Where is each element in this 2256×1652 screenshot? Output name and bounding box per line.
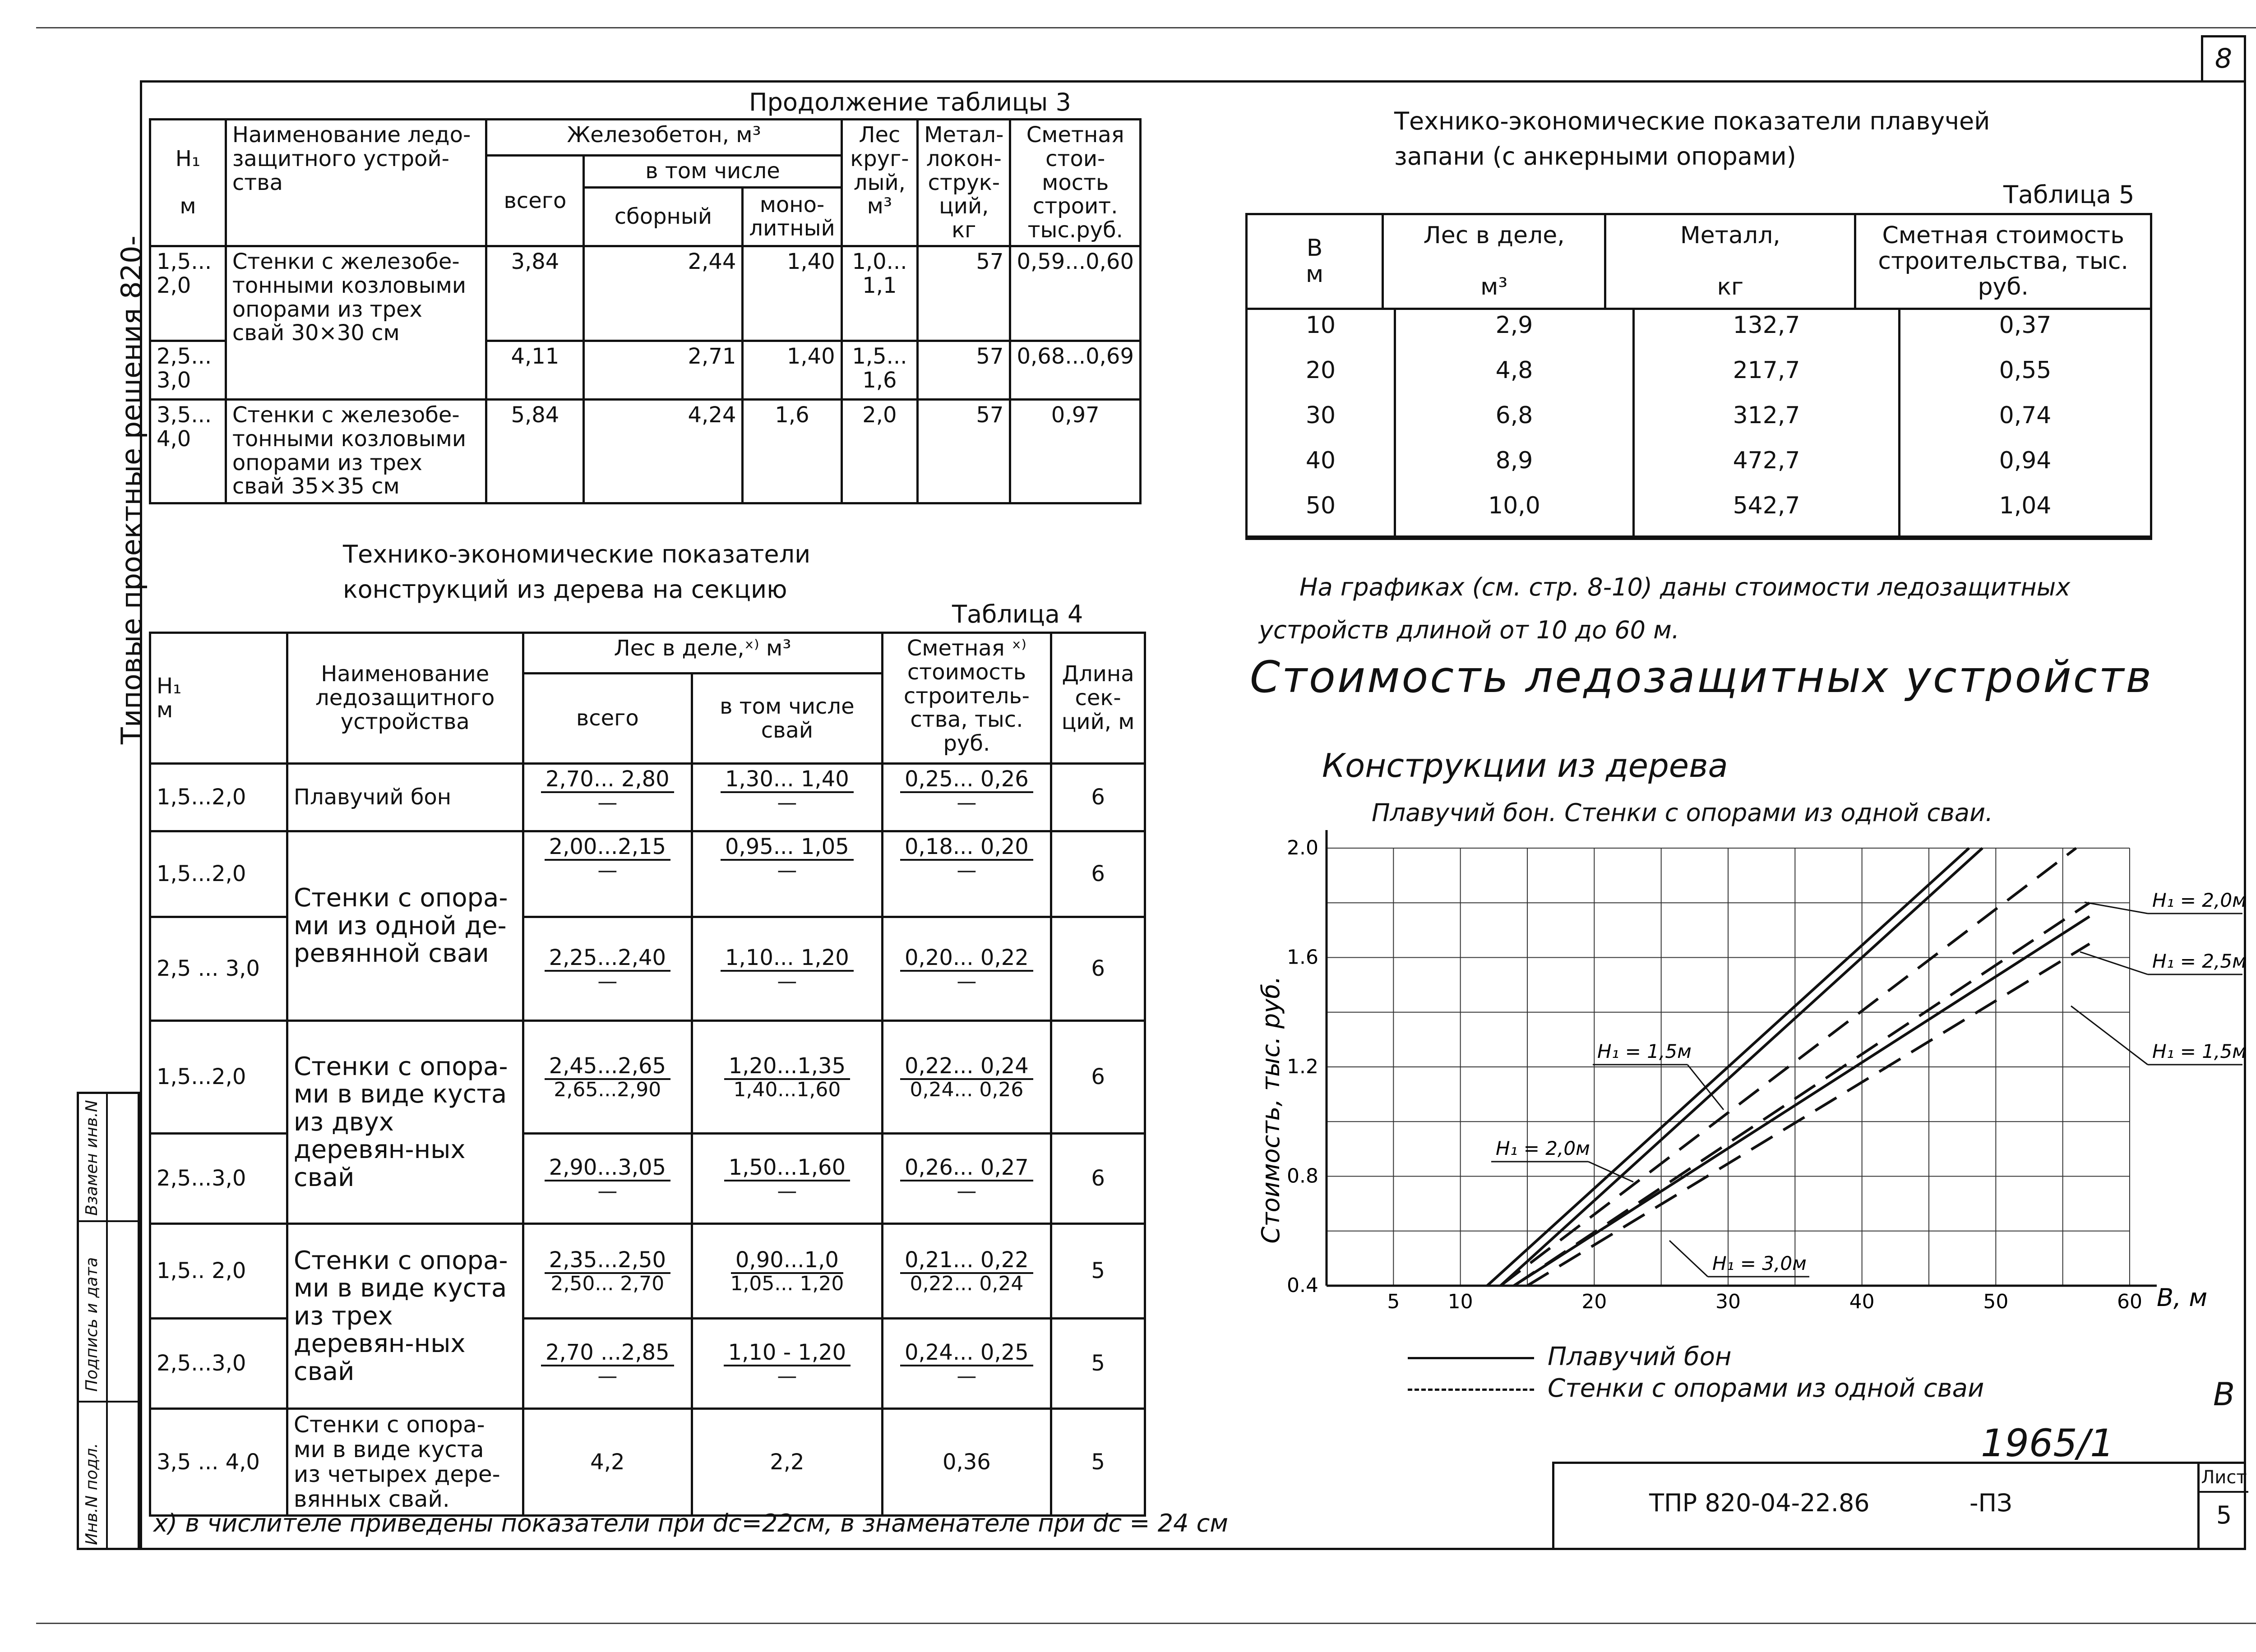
t3-r3-h: 3,5... 4,0 (150, 399, 226, 503)
table4-footnote: x) в числителе приведены показатели при dc=22см, в знаменателе при dc = 24 см (153, 1509, 1229, 1537)
x-tick-label: 40 (1849, 1290, 1875, 1313)
t4-r1-total2: — (597, 791, 618, 814)
t3-concrete-header: Железобетон, м³ (486, 120, 841, 156)
t4-r3-cost2: — (957, 969, 977, 993)
t4-row-1 (150, 764, 1145, 831)
t4-r2-len: 6 (1051, 831, 1145, 917)
t4-r4-h: 1,5...2,0 (150, 1021, 287, 1134)
chart-annotations (1491, 889, 2247, 1277)
legend-solid-label: Плавучий бон (1548, 1342, 1732, 1371)
annotation-label: H₁ = 3,0м (1712, 1252, 1807, 1274)
t5-timber-header: Лес в деле, (1423, 221, 1565, 249)
annotation-label: H₁ = 2,5м (2152, 950, 2247, 972)
x-tick-label: 50 (1983, 1290, 2009, 1313)
t3-r1-metal: 57 (918, 246, 1010, 341)
t3-r3-precast: 4,24 (584, 399, 743, 503)
y-tick-label: 1.6 (1287, 946, 1318, 969)
t3-r3-name: Стенки с железобе-тонными козловыми опорами из трех свай 35×35 см (226, 399, 486, 503)
annotation-leader (2080, 952, 2148, 974)
chart-title: Конструкции из дерева (1322, 747, 1728, 784)
t4-r7-total2: — (597, 1364, 618, 1388)
graph-note: На графиках (см. стр. 8-10) даны стоимости ледозащитных устройств длиной от 10 до 60 м. (1259, 573, 2071, 644)
t3-total-header: всего (486, 156, 584, 246)
t4-r2-piles2: — (777, 858, 797, 882)
side-label: Типовые проектные решения 820- (115, 235, 148, 744)
t5-r3-timber: 6,8 (1395, 400, 1634, 445)
t4-r1-len: 6 (1051, 764, 1145, 831)
t4-r8-cost: 0,36 (942, 1449, 991, 1475)
t5-r3-cost: 0,74 (1999, 402, 2052, 429)
legend-dashed-label: Стенки с опорами из одной сваи (1548, 1374, 1984, 1403)
chart-subtitle: Плавучий бон. Стенки с опорами из одной сваи. (1372, 798, 1993, 827)
t3-r3-mono: 1,6 (743, 399, 841, 503)
t3-incl-header: в том числе (584, 156, 841, 188)
annotation-leader (2071, 1006, 2148, 1065)
t3-r1-h: 1,5... 2,0 (150, 246, 226, 341)
chart-grid (1327, 830, 2157, 1286)
t4-r8-total: 4,2 (590, 1449, 625, 1475)
t4-r6-piles: 0,90...1,0 (731, 1248, 843, 1274)
t5-r4-cost: 0,94 (1999, 447, 2052, 474)
t3-row-3 (150, 399, 1141, 503)
t3-r3-total: 5,84 (486, 399, 584, 503)
sheet-number: 5 (2216, 1501, 2232, 1529)
t5-r4-metal: 472,7 (1634, 445, 1900, 490)
t4-r1-name: Плавучий бон (287, 764, 523, 831)
y-tick-label: 0.8 (1287, 1164, 1318, 1188)
t3-r2-precast: 2,71 (584, 341, 743, 399)
t4-r2-name: Стенки с опора-ми из одной де-ревянной сваи (287, 831, 523, 1021)
t4-r1-cost2: — (957, 791, 977, 814)
t4-r5-piles2: — (777, 1179, 797, 1203)
t4-r7-piles2: — (777, 1364, 797, 1388)
t4-r2-total: 2,00...2,15 (545, 835, 671, 861)
t4-r5-cost: 0,26... 0,27 (900, 1156, 1033, 1181)
t5-r3-metal: 312,7 (1634, 400, 1900, 445)
t4-r8-piles: 2,2 (770, 1449, 804, 1475)
table3-caption: Продолжение таблицы 3 (749, 88, 1071, 116)
t4-r7-cost2: — (957, 1364, 977, 1388)
t4-r6-total: 2,35...2,50 (545, 1248, 671, 1274)
t3-name-header: Наименование ледо-защитного устрой-ства (226, 120, 486, 246)
t4-r6-len: 5 (1051, 1224, 1145, 1319)
table5 (1245, 213, 2152, 540)
sheet-corner-mark: 8 (2214, 43, 2233, 74)
t3-r2-h: 2,5... 3,0 (150, 341, 226, 399)
t4-r4-piles2: 1,40...1,60 (733, 1078, 841, 1101)
t3-metal-header: Метал-локон-струк-ций, кг (918, 120, 1010, 246)
t4-r4-total: 2,45...2,65 (545, 1054, 671, 1080)
t4-timber-header: Лес в деле,ˣ⁾ м³ (523, 633, 882, 674)
corner-box (2201, 35, 2246, 80)
t4-cost-header: Сметная ˣ⁾ стоимость строитель-ства, тыс. руб. (882, 633, 1051, 764)
t3-r2-timber: 1,5... 1,6 (841, 341, 917, 399)
t4-r3-cost: 0,20... 0,22 (900, 946, 1033, 972)
t5-r2-b: 20 (1248, 355, 1395, 400)
t3-r2-total: 4,11 (486, 341, 584, 399)
t4-r7-total: 2,70 ...2,85 (541, 1341, 674, 1366)
t3-h-unit: м (180, 194, 196, 219)
t5-row-5 (1248, 490, 2150, 535)
t5-r2-timber: 4,8 (1395, 355, 1634, 400)
t4-h-header: H₁ (157, 673, 182, 699)
t3-mono-header: моно-литный (743, 187, 841, 246)
t4-r3-len: 6 (1051, 917, 1145, 1021)
chart-legend (1408, 1342, 1984, 1405)
chart-xlabel: B, м (2157, 1283, 2208, 1312)
t4-r2-piles: 0,95... 1,05 (721, 835, 854, 861)
t4-piles-header: в том числе свай (692, 674, 882, 764)
t4-row-2 (150, 831, 1145, 917)
t5-metal-header: Металл, (1680, 221, 1780, 249)
t4-r6-total2: 2,50... 2,70 (550, 1272, 665, 1295)
stamp-replace: Взамен инв.N (83, 1100, 101, 1216)
table4-heading: Технико-экономические показатели конструкций из дерева на секцию (343, 540, 811, 604)
t4-r7-len: 5 (1051, 1319, 1145, 1409)
t4-r1-piles: 1,30... 1,40 (721, 767, 854, 793)
section-title: Стоимость ледозащитных устройств (1250, 652, 2153, 702)
t3-r1-total: 3,84 (486, 246, 584, 341)
t4-r2-cost: 0,18... 0,20 (900, 835, 1033, 861)
t4-r8-name: Стенки с опора-ми в виде куста из четырех дере-вянных свай. (287, 1409, 523, 1516)
t4-r7-h: 2,5...3,0 (150, 1319, 287, 1409)
title-code: ТПР 820-04-22.86 (1649, 1489, 1870, 1517)
title-block (1552, 1462, 2246, 1550)
t3-row-1 (150, 246, 1141, 341)
t5-row-1 (1248, 310, 2150, 355)
t4-r8-len: 5 (1051, 1409, 1145, 1516)
t4-r2-h: 1,5...2,0 (150, 831, 287, 917)
t4-r7-piles: 1,10 - 1,20 (724, 1341, 851, 1366)
chart-ticks (1287, 836, 2142, 1313)
t5-row-2 (1248, 355, 2150, 400)
t4-r3-piles: 1,10... 1,20 (721, 946, 854, 972)
t4-r5-h: 2,5...3,0 (150, 1134, 287, 1224)
t5-r5-b: 50 (1248, 490, 1395, 535)
t4-r5-total: 2,90...3,05 (545, 1156, 671, 1181)
x-tick-label: 60 (2117, 1290, 2142, 1313)
t4-r5-cost2: — (957, 1179, 977, 1203)
stamp-sign-date: Подпись и дата (83, 1257, 101, 1392)
legend-item-dashed (1408, 1374, 1984, 1405)
t5-cost-header: Сметная стоимость строительства, тыс. руб. (1855, 214, 2151, 309)
t5-b-unit: м (1305, 260, 1324, 288)
t5-r1-cost: 0,37 (1999, 312, 2052, 339)
table4 (149, 632, 1146, 1517)
t4-r6-piles2: 1,05... 1,20 (730, 1272, 844, 1295)
t4-total-header: всего (523, 674, 692, 764)
t3-r2-mono: 1,40 (743, 341, 841, 399)
table5-caption: Таблица 5 (2003, 180, 2135, 209)
t3-r3-metal: 57 (918, 399, 1010, 503)
t4-r6-cost2: 0,22... 0,24 (910, 1272, 1024, 1295)
series-line (1514, 903, 2090, 1286)
t3-r1-name: Стенки с железобе-тонными козловыми опорами из трех свай 30×30 см (226, 246, 486, 399)
t4-r5-total2: — (597, 1179, 618, 1203)
t4-row-4 (150, 1021, 1145, 1134)
legend-solid-line (1408, 1357, 1534, 1359)
t5-r2-metal: 217,7 (1634, 355, 1900, 400)
t4-r4-cost2: 0,24... 0,26 (910, 1078, 1024, 1101)
t5-metal-unit: кг (1717, 273, 1744, 301)
t3-r1-precast: 2,44 (584, 246, 743, 341)
t4-r7-cost: 0,24... 0,25 (900, 1341, 1033, 1366)
t5-r4-b: 40 (1248, 445, 1395, 490)
t5-body (1248, 310, 2150, 535)
t5-r3-b: 30 (1248, 400, 1395, 445)
annotation-label: H₁ = 1,5м (1597, 1040, 1692, 1062)
t4-row-6 (150, 1224, 1145, 1319)
annotation-leader (1669, 1241, 1708, 1277)
t4-name-header: Наименование ледозащитного устройства (287, 633, 523, 764)
title-suffix: -ПЗ (1969, 1489, 2012, 1517)
x-tick-label: 5 (1387, 1290, 1400, 1313)
t3-precast-header: сборный (584, 187, 743, 246)
t5-b-header: B (1306, 235, 1323, 262)
t4-r4-total2: 2,65...2,90 (554, 1078, 661, 1101)
t4-r8-h: 3,5 ... 4,0 (150, 1409, 287, 1516)
t4-r4-len: 6 (1051, 1021, 1145, 1134)
y-tick-label: 0.4 (1287, 1274, 1318, 1297)
t5-r5-metal: 542,7 (1634, 490, 1900, 535)
t3-timber-header: Лес круг-лый, м³ (841, 120, 917, 246)
t5-r1-timber: 2,9 (1395, 310, 1634, 355)
t4-r6-name: Стенки с опора-ми в виде куста из трех деревян-ных свай (287, 1224, 523, 1409)
t4-r6-h: 1,5.. 2,0 (150, 1224, 287, 1319)
annotation-label: H₁ = 1,5м (2152, 1040, 2247, 1062)
t3-r2-metal: 57 (918, 341, 1010, 399)
chart-ylabel: Стоимость, тыс. руб. (1257, 976, 1285, 1244)
t3-r1-mono: 1,40 (743, 246, 841, 341)
table4-caption: Таблица 4 (952, 600, 1083, 628)
annotation-leader (2085, 902, 2148, 914)
table3 (149, 118, 1142, 504)
t4-row-8 (150, 1409, 1145, 1516)
t5-r1-b: 10 (1248, 310, 1395, 355)
cost-chart (1236, 821, 2256, 1417)
t4-r4-name: Стенки с опора-ми в виде куста из двух деревян-ных свай (287, 1021, 523, 1224)
t3-r3-cost: 0,97 (1010, 399, 1141, 503)
t3-h-header: H₁ (175, 146, 201, 171)
t5-r4-timber: 8,9 (1395, 445, 1634, 490)
x-tick-label: 10 (1447, 1290, 1473, 1313)
t4-r1-total: 2,70... 2,80 (541, 767, 674, 793)
t5-r5-timber: 10,0 (1395, 490, 1634, 535)
t4-r2-total2: — (597, 858, 618, 882)
t4-r3-piles2: — (777, 969, 797, 993)
t4-r3-h: 2,5 ... 3,0 (150, 917, 287, 1021)
t4-r4-piles: 1,20...1,35 (724, 1054, 851, 1080)
stamp-inv: Инв.N подл. (83, 1443, 101, 1545)
t4-h-unit: м (157, 697, 173, 723)
t4-r1-h: 1,5...2,0 (150, 764, 287, 831)
t5-r1-metal: 132,7 (1634, 310, 1900, 355)
y-tick-label: 2.0 (1287, 836, 1318, 859)
t3-r2-cost: 0,68...0,69 (1010, 341, 1141, 399)
t5-row-4 (1248, 445, 2150, 490)
table5-heading: Технико-экономические показатели плавучей запани (с анкерными опорами) (1394, 107, 1990, 171)
t5-r2-cost: 0,55 (1999, 357, 2052, 384)
stamp-column (77, 1092, 140, 1550)
mark-b: В (2213, 1376, 2235, 1413)
x-tick-label: 20 (1581, 1290, 1607, 1313)
series-line (1514, 917, 2090, 1286)
t4-r5-piles: 1,50...1,60 (724, 1156, 851, 1181)
annotation-label: H₁ = 2,0м (1496, 1137, 1590, 1159)
t3-cost-header: Сметная стои-мость строит. тыс.руб. (1010, 120, 1141, 246)
t4-r6-cost: 0,21... 0,22 (900, 1248, 1033, 1274)
x-tick-label: 30 (1715, 1290, 1741, 1313)
y-tick-label: 1.2 (1287, 1055, 1318, 1078)
t4-r3-total: 2,25...2,40 (545, 946, 671, 972)
t4-r5-len: 6 (1051, 1134, 1145, 1224)
t4-r1-piles2: — (777, 791, 797, 814)
t3-r1-timber: 1,0... 1,1 (841, 246, 917, 341)
annotation-label: H₁ = 2,0м (2152, 889, 2247, 911)
sheet-cell (2197, 1464, 2248, 1550)
t4-r1-cost: 0,25... 0,26 (900, 767, 1033, 793)
t4-length-header: Длина сек-ций, м (1051, 633, 1145, 764)
legend-item-solid (1408, 1342, 1984, 1374)
t3-r1-cost: 0,59...0,60 (1010, 246, 1141, 341)
drawing-number: 1965/1 (1981, 1421, 2114, 1465)
t5-timber-unit: м³ (1480, 273, 1508, 301)
t4-r2-cost2: — (957, 858, 977, 882)
t5-r5-cost: 1,04 (1999, 492, 2052, 519)
legend-dashed-line (1408, 1389, 1534, 1391)
t4-r3-total2: — (597, 969, 618, 993)
t4-r4-cost: 0,22... 0,24 (900, 1054, 1033, 1080)
t3-r3-timber: 2,0 (841, 399, 917, 503)
t5-row-3 (1248, 400, 2150, 445)
sheet-label: Лист (2200, 1464, 2248, 1493)
